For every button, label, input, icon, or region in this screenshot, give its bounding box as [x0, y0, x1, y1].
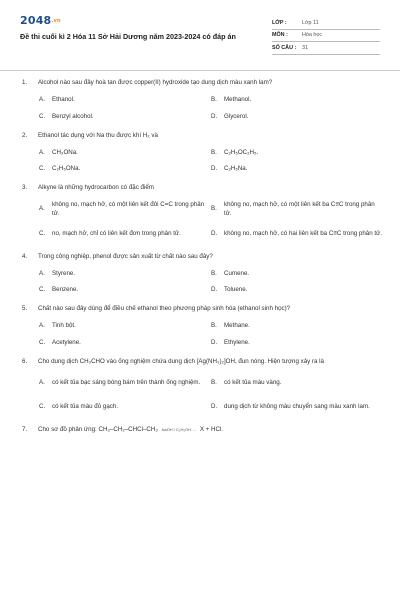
answer-option[interactable]	[39, 320, 211, 332]
option-text: có kết tủa màu vàng.	[224, 378, 282, 386]
option-text: có kết tủa bạc sáng bóng bám trên thành ống nghiệm.	[52, 378, 201, 386]
answer-options	[39, 372, 382, 417]
answer-option[interactable]	[211, 284, 383, 296]
answer-options	[39, 267, 382, 296]
meta-value: Lớp 11	[302, 19, 319, 26]
question-item	[22, 78, 382, 122]
question-number: 1.	[22, 79, 28, 86]
option-text: Acetylene.	[52, 338, 81, 346]
answer-options	[39, 199, 382, 244]
question-list	[22, 78, 382, 443]
header-divider	[0, 70, 400, 71]
answer-option[interactable]	[211, 223, 383, 243]
meta-value: Hóa học	[302, 32, 323, 39]
option-letter: B.	[211, 148, 217, 156]
option-text: Benzyl alcohol.	[52, 112, 94, 120]
option-text: Cumene.	[224, 269, 250, 277]
option-letter: D.	[211, 229, 218, 237]
option-text: Toluene.	[224, 286, 248, 293]
option-text: không no, mạch hở, có hai liên kết ba C≡C trong phân tử.	[224, 229, 382, 237]
option-letter: D.	[211, 112, 218, 120]
answer-option[interactable]	[211, 320, 383, 332]
option-letter: B.	[211, 205, 217, 212]
question-item	[22, 357, 382, 417]
option-letter: A.	[39, 378, 45, 386]
option-text: Styrene.	[52, 269, 76, 277]
option-letter: C.	[39, 286, 46, 293]
question-stem	[22, 252, 382, 262]
answer-option[interactable]	[211, 199, 383, 219]
question-text: Alcohol nào sau đây hoà tan được copper(II) hydroxide tạo dung dịch màu xanh lam?	[38, 79, 273, 86]
answer-option[interactable]	[39, 199, 211, 219]
answer-option[interactable]	[39, 397, 211, 417]
exam-meta	[272, 17, 380, 55]
meta-row-count	[272, 42, 380, 55]
question-number: 5.	[22, 305, 28, 312]
option-text: Tinh bột.	[52, 322, 76, 329]
meta-row-class	[272, 17, 380, 30]
option-text: C₂H₅Na.	[224, 165, 248, 172]
reaction-arrow: NaOH / C₂H₅OH →	[161, 427, 197, 432]
reaction-reactant: Cho sơ đồ phản ứng: CH₃–CH₂–CHCl–CH₃	[38, 426, 158, 433]
question-number: 3.	[22, 184, 28, 191]
question-item	[22, 425, 382, 435]
question-stem	[22, 183, 382, 193]
answer-options	[39, 94, 382, 123]
option-letter: B.	[211, 96, 217, 103]
answer-option[interactable]	[39, 146, 211, 158]
option-letter: D.	[211, 286, 218, 293]
option-letter: A.	[39, 148, 45, 156]
option-letter: C.	[39, 338, 46, 346]
meta-key: MÔN :	[272, 32, 288, 39]
option-text: Ethanol.	[52, 96, 75, 103]
question-text: Ethanol tác dụng với Na thu được khí H₂ và	[38, 131, 158, 139]
question-stem	[22, 304, 382, 314]
answer-option[interactable]	[39, 163, 211, 175]
option-letter: C.	[39, 112, 46, 120]
option-text: Methane.	[224, 322, 250, 329]
arrow-condition: NaOH / C₂H₅OH	[161, 427, 191, 432]
question-text: Alkyne là những hydrocarbon có đặc điểm	[38, 184, 154, 191]
question-number: 2.	[22, 131, 28, 139]
question-text	[38, 425, 382, 435]
option-letter: C.	[39, 403, 46, 410]
option-text: Glycerol.	[224, 112, 249, 120]
option-text: Benzene.	[52, 286, 79, 293]
option-text: Methanol.	[224, 96, 252, 103]
answer-option[interactable]	[211, 267, 383, 279]
answer-option[interactable]	[39, 372, 211, 392]
option-letter: A.	[39, 322, 45, 329]
option-letter: A.	[39, 205, 45, 212]
answer-option[interactable]	[39, 284, 211, 296]
question-stem	[22, 78, 382, 88]
answer-option[interactable]	[211, 336, 383, 348]
option-text: có kết tủa màu đỏ gạch.	[52, 403, 119, 410]
question-stem	[22, 131, 382, 141]
answer-option[interactable]	[211, 110, 383, 122]
page-header	[20, 14, 380, 58]
exam-title: Đề thi cuối kì 2 Hóa 11 Sở Hải Dương năm 2023-2024 có đáp án	[20, 32, 236, 41]
answer-option[interactable]	[211, 397, 383, 417]
option-text: không no, mạch hở, có một liên kết ba C≡C trong phân tử.	[224, 200, 375, 217]
option-text: no, mạch hở, chỉ có liên kết đơn trong phân tử.	[52, 229, 181, 237]
question-item	[22, 252, 382, 296]
option-text: Ethylene.	[224, 338, 250, 346]
option-letter: C.	[39, 229, 46, 237]
question-text: Chất nào sau đây dùng để điều chế ethanol theo phương pháp sinh hóa (ethanol sinh học)?	[38, 305, 291, 312]
reaction-product: X + HCl.	[199, 426, 224, 433]
answer-option[interactable]	[39, 110, 211, 122]
option-letter: D.	[211, 165, 218, 172]
answer-option[interactable]	[211, 94, 383, 106]
option-letter: A.	[39, 96, 45, 103]
option-text: không no, mạch hở, có một liên kết đôi C=C trong phân tử.	[52, 200, 205, 217]
option-text: C₂H₅OC₂H₅.	[224, 148, 259, 156]
option-letter: B.	[211, 269, 217, 277]
question-item	[22, 304, 382, 348]
question-text: Cho dung dịch CH₃CHO vào ống nghiệm chứa dung dịch [Ag(NH₃)₂]OH, đun nóng. Hiện tượng xảy ra là	[38, 357, 324, 365]
question-number: 7.	[22, 426, 28, 433]
option-letter: C.	[39, 165, 46, 172]
option-letter: A.	[39, 269, 45, 277]
option-text: dung dịch từ không màu chuyển sang màu xanh lam.	[224, 403, 370, 410]
option-letter: B.	[211, 378, 217, 386]
question-text: Trong công nghiệp, phenol được sản xuất từ chất nào sau đây?	[38, 252, 213, 260]
logo-text: 2048	[20, 14, 52, 27]
question-item	[22, 131, 382, 175]
answer-option[interactable]	[39, 336, 211, 348]
answer-option[interactable]	[39, 223, 211, 243]
meta-key: SỐ CÂU :	[272, 44, 297, 51]
meta-row-subject	[272, 30, 380, 43]
answer-option[interactable]	[39, 267, 211, 279]
option-letter: D.	[211, 338, 218, 346]
meta-key: LỚP :	[272, 19, 287, 26]
question-stem	[22, 425, 382, 435]
answer-option[interactable]	[39, 94, 211, 106]
question-stem	[22, 357, 382, 367]
option-text: C₂H₅ONa.	[52, 165, 81, 172]
question-item	[22, 183, 382, 243]
option-text: CH₃ONa.	[52, 148, 78, 156]
option-letter: D.	[211, 403, 218, 410]
answer-option[interactable]	[211, 372, 383, 392]
answer-options	[39, 320, 382, 349]
question-number: 4.	[22, 252, 28, 260]
option-letter: B.	[211, 322, 217, 329]
question-number: 6.	[22, 357, 28, 365]
answer-options	[39, 146, 382, 175]
answer-option[interactable]	[211, 163, 383, 175]
meta-value: 31	[302, 44, 308, 51]
answer-option[interactable]	[211, 146, 383, 158]
logo-suffix: .vn	[51, 18, 61, 24]
